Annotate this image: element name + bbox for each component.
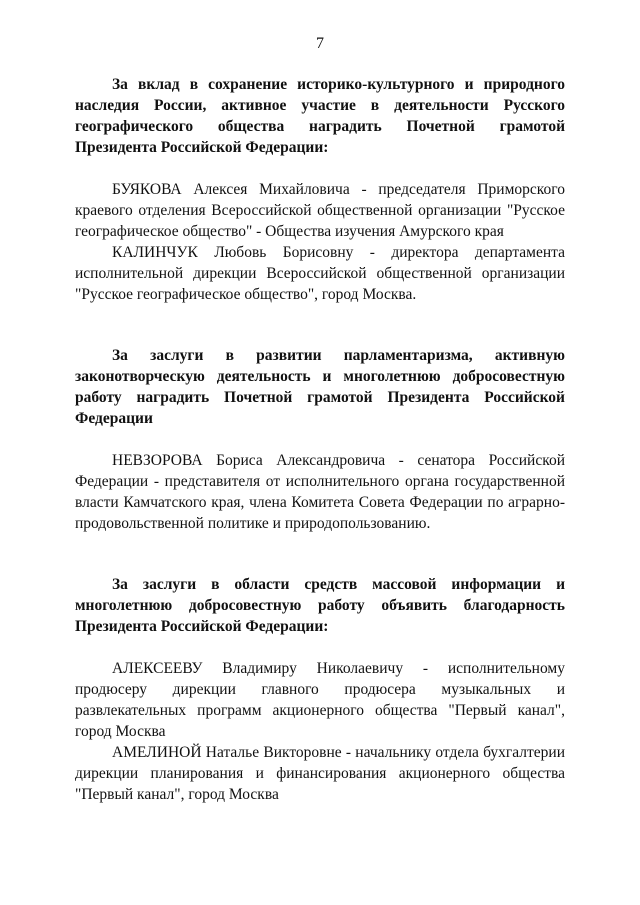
person-entry: КАЛИНЧУК Любовь Борисовну - директора департамента исполнительной дирекции Всероссийской общественной организации "Русское географическое общество", город Москва. xyxy=(75,244,565,303)
page-number: 7 xyxy=(316,35,324,52)
section-heading: За вклад в сохранение историко-культурного и природного наследия России, активное участие в деятельности Русского географического общества наградить Почетной грамотой Президента Российской Федерации: xyxy=(75,76,565,156)
person-entry: АЛЕКСЕЕВУ Владимиру Николаевичу - исполнительному продюсеру дирекции главного продюсера музыкальных и развлекательных программ акционерного общества "Первый канал", город Москва xyxy=(75,660,565,740)
person-entry: НЕВЗОРОВА Бориса Александровича - сенатора Российской Федерации - представителя от исполнительного органа государственной власти Камчатского края, члена Комитета Совета Федерации по аграрно-продовольственной политике и природопользованию. xyxy=(75,452,565,532)
person-entry: БУЯКОВА Алексея Михайловича - председателя Приморского краевого отделения Всероссийской общественной организации "Русское географическое общество" - Общества изучения Амурского края xyxy=(75,181,565,240)
section-heading: За заслуги в области средств массовой информации и многолетнюю добросовестную работу объявить благодарность Президента Российской Федерации: xyxy=(75,576,565,635)
section-heading: За заслуги в развитии парламентаризма, активную законотворческую деятельность и многолетнюю добросовестную работу наградить Почетной грамотой Президента Российской Федерации xyxy=(75,347,565,427)
person-entry: АМЕЛИНОЙ Наталье Викторовне - начальнику отдела бухгалтерии дирекции планирования и финансирования акционерного общества "Первый канал", город Москва xyxy=(75,744,565,803)
document-body xyxy=(75,74,565,805)
